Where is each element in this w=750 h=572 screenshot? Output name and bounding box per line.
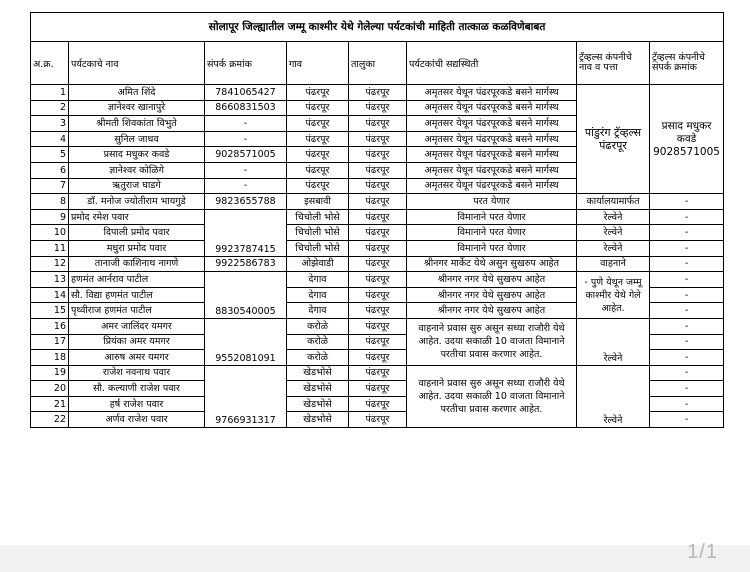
status-cell: अमृतसर येथून पंढरपूरकडे बसने मार्गस्थ xyxy=(407,116,577,132)
name-cell: प्रियंका अमर यमगर xyxy=(69,334,205,350)
village-cell: देगाव xyxy=(287,287,349,303)
status-cell: विमानाने परत येणार xyxy=(407,225,577,241)
serial-cell: 2 xyxy=(31,100,69,116)
village-cell: पंढरपूर xyxy=(287,131,349,147)
viewer-footer xyxy=(0,545,750,572)
taluka-cell: पंढरपूर xyxy=(349,100,407,116)
status-cell: अमृतसर येथून पंढरपूरकडे बसने मार्गस्थ xyxy=(407,131,577,147)
agency-contact-cell: - xyxy=(650,209,724,225)
name-cell: ऋतुराज घाडगे xyxy=(69,178,205,194)
serial-cell: 20 xyxy=(31,381,69,397)
contact-cell: 7841065427 xyxy=(205,85,287,101)
serial-cell: 16 xyxy=(31,318,69,334)
serial-cell: 15 xyxy=(31,303,69,319)
taluka-cell: पंढरपूर xyxy=(349,287,407,303)
serial-cell: 4 xyxy=(31,131,69,147)
agency-contact-cell: प्रसाद मधुकर कवडे 9028571005 xyxy=(650,85,724,194)
name-cell: अर्णव राजेश पवार xyxy=(69,412,205,428)
serial-cell: 18 xyxy=(31,350,69,366)
agency-cell: - पुणे येथून जम्मू काश्मीर येथे गेले आहेत. xyxy=(577,272,650,319)
village-cell: ओझेवाडी xyxy=(287,256,349,272)
taluka-cell: पंढरपूर xyxy=(349,178,407,194)
contact-cell: 9823655788 xyxy=(205,194,287,210)
header-serial: अ.क्र. xyxy=(31,42,69,85)
table-row xyxy=(31,318,724,334)
table-row xyxy=(31,225,724,241)
taluka-cell: पंढरपूर xyxy=(349,365,407,381)
serial-cell: 9 xyxy=(31,209,69,225)
tourist-table xyxy=(30,12,724,428)
agency-cell: पांडुरंग ट्रॅव्हल्स पंढरपूर xyxy=(577,85,650,194)
header-agency-contact: ट्रॅव्हल्स कंपनीचे संपर्क क्रमांक xyxy=(650,42,724,85)
serial-cell: 22 xyxy=(31,412,69,428)
agency-contact-cell: - xyxy=(650,272,724,288)
serial-cell: 3 xyxy=(31,116,69,132)
contact-cell: 9552081091 xyxy=(205,318,287,365)
taluka-cell: पंढरपूर xyxy=(349,303,407,319)
header-village: गाव xyxy=(287,42,349,85)
taluka-cell: पंढरपूर xyxy=(349,162,407,178)
agency-contact-cell: - xyxy=(650,240,724,256)
contact-cell: 9766931317 xyxy=(205,365,287,427)
serial-cell: 12 xyxy=(31,256,69,272)
agency-cell: वाहनाने xyxy=(577,256,650,272)
serial-cell: 10 xyxy=(31,225,69,241)
name-cell: आरुष अमर यमगर xyxy=(69,350,205,366)
serial-cell: 17 xyxy=(31,334,69,350)
taluka-cell: पंढरपूर xyxy=(349,272,407,288)
table-row xyxy=(31,240,724,256)
table-row xyxy=(31,365,724,381)
status-cell: विमानाने परत येणार xyxy=(407,240,577,256)
contact-cell: - xyxy=(205,178,287,194)
taluka-cell: पंढरपूर xyxy=(349,116,407,132)
village-cell: करोळे xyxy=(287,350,349,366)
village-cell: देगाव xyxy=(287,303,349,319)
contact-cell: 9028571005 xyxy=(205,147,287,163)
status-cell: परत येणार xyxy=(407,194,577,210)
name-cell: सुनिल जाधव xyxy=(69,131,205,147)
status-cell: अमृतसर येथून पंढरपूरकडे बसने मार्गस्थ xyxy=(407,162,577,178)
taluka-cell: पंढरपूर xyxy=(349,334,407,350)
taluka-cell: पंढरपूर xyxy=(349,225,407,241)
agency-contact-cell: - xyxy=(650,256,724,272)
name-cell: अमर जालिंदर यमगर xyxy=(69,318,205,334)
village-cell: चिचोली भोसे xyxy=(287,240,349,256)
taluka-cell: पंढरपूर xyxy=(349,147,407,163)
name-cell: पृथ्वीराज हणमंत पाटील xyxy=(69,303,205,319)
contact-cell: - xyxy=(205,131,287,147)
name-cell: डॉ. मनोज ज्योतीराम भायगुडे xyxy=(69,194,205,210)
status-cell: वाहनाने प्रवास सुरु असून सध्या राजौरी येथे आहेत. उदया सकाळी 10 वाजता विमानाने परतीचा प्रवास करणार आहेत. xyxy=(407,365,577,427)
agency-cell: रेल्वेने xyxy=(577,318,650,365)
serial-cell: 1 xyxy=(31,85,69,101)
taluka-cell: पंढरपूर xyxy=(349,209,407,225)
name-cell: दिपाली प्रमोद पवार xyxy=(69,225,205,241)
agency-cell: रेल्वेने xyxy=(577,209,650,225)
contact-cell: 8830540005 xyxy=(205,272,287,319)
name-cell: ज्ञानेश्वर कोळिगे xyxy=(69,162,205,178)
taluka-cell: पंढरपूर xyxy=(349,256,407,272)
header-taluka: तालुका xyxy=(349,42,407,85)
village-cell: इसबावी xyxy=(287,194,349,210)
village-cell: खेडभोसे xyxy=(287,396,349,412)
status-cell: अमृतसर येथून पंढरपूरकडे बसने मार्गस्थ xyxy=(407,178,577,194)
taluka-cell: पंढरपूर xyxy=(349,396,407,412)
village-cell: देगाव xyxy=(287,272,349,288)
name-cell: तानाजी काशिनाथ नागणे xyxy=(69,256,205,272)
status-cell: अमृतसर येथून पंढरपूरकडे बसने मार्गस्थ xyxy=(407,147,577,163)
name-cell: राजेश नवनाथ पवार xyxy=(69,365,205,381)
serial-cell: 21 xyxy=(31,396,69,412)
village-cell: खेडभोसे xyxy=(287,381,349,397)
name-cell: ज्ञानेश्वर खानापुरे xyxy=(69,100,205,116)
village-cell: खेडभोसे xyxy=(287,365,349,381)
village-cell: करोळे xyxy=(287,334,349,350)
taluka-cell: पंढरपूर xyxy=(349,381,407,397)
table-row xyxy=(31,85,724,101)
taluka-cell: पंढरपूर xyxy=(349,240,407,256)
header-contact: संपर्क क्रमांक xyxy=(205,42,287,85)
agency-contact-cell: - xyxy=(650,396,724,412)
village-cell: चिचोली भोसे xyxy=(287,209,349,225)
taluka-cell: पंढरपूर xyxy=(349,350,407,366)
header-agency: ट्रॅव्हल्स कंपनीचे नाव व पत्ता xyxy=(577,42,650,85)
page-counter: 1/1 xyxy=(687,541,718,563)
status-cell: अमृतसर येथून पंढरपूरकडे बसने मार्गस्थ xyxy=(407,100,577,116)
taluka-cell: पंढरपूर xyxy=(349,194,407,210)
serial-cell: 8 xyxy=(31,194,69,210)
name-cell: श्रीमती शिवकांता विभुते xyxy=(69,116,205,132)
taluka-cell: पंढरपूर xyxy=(349,85,407,101)
agency-contact-cell: - xyxy=(650,412,724,428)
agency-contact-cell: - xyxy=(650,334,724,350)
table-row xyxy=(31,256,724,272)
status-cell: श्रीनगर मार्केट येथे असुन सुखरुप आहेत xyxy=(407,256,577,272)
agency-contact-cell: - xyxy=(650,365,724,381)
status-cell: श्रीनगर नगर येथे सुखरुप आहेत xyxy=(407,303,577,319)
village-cell: पंढरपूर xyxy=(287,147,349,163)
name-cell: हणमंत आर्नराव पाटील xyxy=(69,272,205,288)
table-row xyxy=(31,194,724,210)
name-cell: प्रसाद मधुकर कवडे xyxy=(69,147,205,163)
serial-cell: 7 xyxy=(31,178,69,194)
village-cell: चिचोली भोसे xyxy=(287,225,349,241)
village-cell: करोळे xyxy=(287,318,349,334)
agency-cell: रेल्वेने xyxy=(577,225,650,241)
contact-cell: - xyxy=(205,162,287,178)
contact-cell: 8660831503 xyxy=(205,100,287,116)
name-cell: प्रमोद रमेश पवार xyxy=(69,209,205,225)
agency-contact-cell: - xyxy=(650,318,724,334)
name-cell: मधुरा प्रमोद पवार xyxy=(69,240,205,256)
document-title: सोलापूर जिल्ह्यातील जम्मू काश्मीर येथे गेलेल्या पर्यटकांची माहिती तात्काळ कळविणेबाबत xyxy=(31,13,724,42)
name-cell: सौ. विद्या हणमंत पाटील xyxy=(69,287,205,303)
serial-cell: 6 xyxy=(31,162,69,178)
agency-cell: रेल्वेने xyxy=(577,365,650,427)
village-cell: पंढरपूर xyxy=(287,85,349,101)
taluka-cell: पंढरपूर xyxy=(349,131,407,147)
header-name: पर्यटकाचे नाव xyxy=(69,42,205,85)
serial-cell: 11 xyxy=(31,240,69,256)
serial-cell: 14 xyxy=(31,287,69,303)
agency-contact-cell: - xyxy=(650,194,724,210)
taluka-cell: पंढरपूर xyxy=(349,412,407,428)
agency-contact-cell: - xyxy=(650,287,724,303)
taluka-cell: पंढरपूर xyxy=(349,318,407,334)
status-cell: वाहनाने प्रवास सुरु असून सध्या राजौरी येथे आहेत. उदया सकाळी 10 वाजता विमानाने परतीचा प्रवास करणार आहेत. xyxy=(407,318,577,365)
agency-cell: कार्यालयामार्फत xyxy=(577,194,650,210)
village-cell: पंढरपूर xyxy=(287,178,349,194)
status-cell: अमृतसर येथून पंढरपूरकडे बसने मार्गस्थ xyxy=(407,85,577,101)
village-cell: पंढरपूर xyxy=(287,100,349,116)
agency-contact-cell: - xyxy=(650,350,724,366)
agency-contact-cell: - xyxy=(650,381,724,397)
village-cell: खेडभोसे xyxy=(287,412,349,428)
serial-cell: 13 xyxy=(31,272,69,288)
status-cell: विमानाने परत येणार xyxy=(407,209,577,225)
agency-contact-cell: - xyxy=(650,303,724,319)
status-cell: श्रीनगर नगर येथे सुखरुप आहेत xyxy=(407,272,577,288)
contact-cell: 9922586783 xyxy=(205,256,287,272)
contact-cell: - xyxy=(205,116,287,132)
status-cell: श्रीनगर नगर येथे सुखरुप आहेत xyxy=(407,287,577,303)
name-cell: हर्ष राजेश पवार xyxy=(69,396,205,412)
header-status: पर्यटकांची सद्यस्थिती xyxy=(407,42,577,85)
serial-cell: 5 xyxy=(31,147,69,163)
name-cell: सौ. कल्याणी राजेश पवार xyxy=(69,381,205,397)
name-cell: अमित शिंदे xyxy=(69,85,205,101)
village-cell: पंढरपूर xyxy=(287,116,349,132)
contact-cell: 9923787415 xyxy=(205,209,287,256)
table-row xyxy=(31,209,724,225)
serial-cell: 19 xyxy=(31,365,69,381)
table-row xyxy=(31,272,724,288)
village-cell: पंढरपूर xyxy=(287,162,349,178)
agency-contact-cell: - xyxy=(650,225,724,241)
agency-cell: रेल्वेने xyxy=(577,240,650,256)
